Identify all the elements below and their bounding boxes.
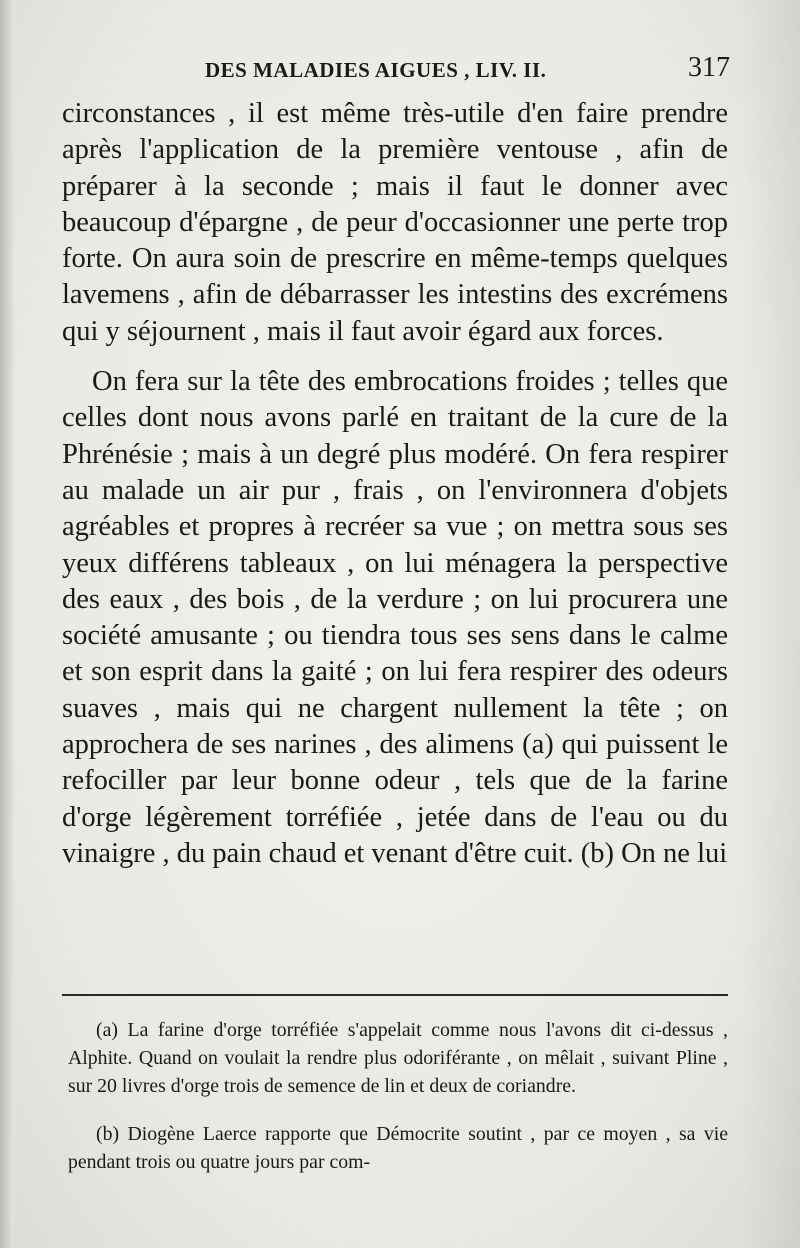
footnote-a: (a) La farine d'orge torréfiée s'appelait comme nous l'avons dit ci-dessus , Alphite. Quand on voulait la rendre plus odoriférante , on mêlait , suivant Pline , sur 20 livres d'orge trois de semence de lin et deux de coriandre.: [68, 1019, 728, 1097]
main-text: [62, 96, 728, 872]
paragraph-continued: circonstances , il est même très-utile d'en faire prendre après l'application de la première ventouse , afin de préparer à la seconde ; mais il faut le donner avec beaucoup d'épargne , de peur d'occasionner une perte trop forte. On aura soin de prescrire en même-temps quelques lavemens , afin de débarrasser les intestins des excrémens qui y séjournent , mais il faut avoir égard aux forces.: [62, 98, 728, 347]
running-title: DES MALADIES AIGUES , LIV. II.: [205, 58, 547, 82]
footnotes: [68, 1016, 728, 1176]
footnote-b: (b) Diogène Laerce rapporte que Démocrite soutint , par ce moyen , sa vie pendant trois ou quatre jours par com-: [68, 1123, 728, 1173]
paragraph-embrocations: On fera sur la tête des embrocations froides ; telles que celles dont nous avons parlé en traitant de la cure de la Phrénésie ; mais à un degré plus modéré. On fera respirer au malade un air pur , frais , on l'environnera d'objets agréables et propres à recréer sa vue ; on mettra sous ses yeux différens tableaux , on lui ménagera la perspective des eaux , des bois , de la verdure ; on lui procurera une société amusante ; ou tiendra tous ses sens dans le calme et son esprit dans la gaité ; on lui fera respirer des odeurs suaves , mais qui ne chargent nullement la tête ; on approchera de ses narines , des alimens (a) qui puissent le refociller par leur bonne odeur , tels que de la farine d'orge légèrement torréfiée , jetée dans de l'eau ou du vinaigre , du pain chaud et venant d'être cuit. (b) On ne lui: [62, 366, 728, 869]
page-edge-shadow: [740, 0, 800, 1248]
page-gutter-edge: [0, 0, 14, 1248]
footnote-rule: [62, 994, 728, 996]
page-number: 317: [688, 52, 730, 83]
running-header: [205, 52, 740, 88]
